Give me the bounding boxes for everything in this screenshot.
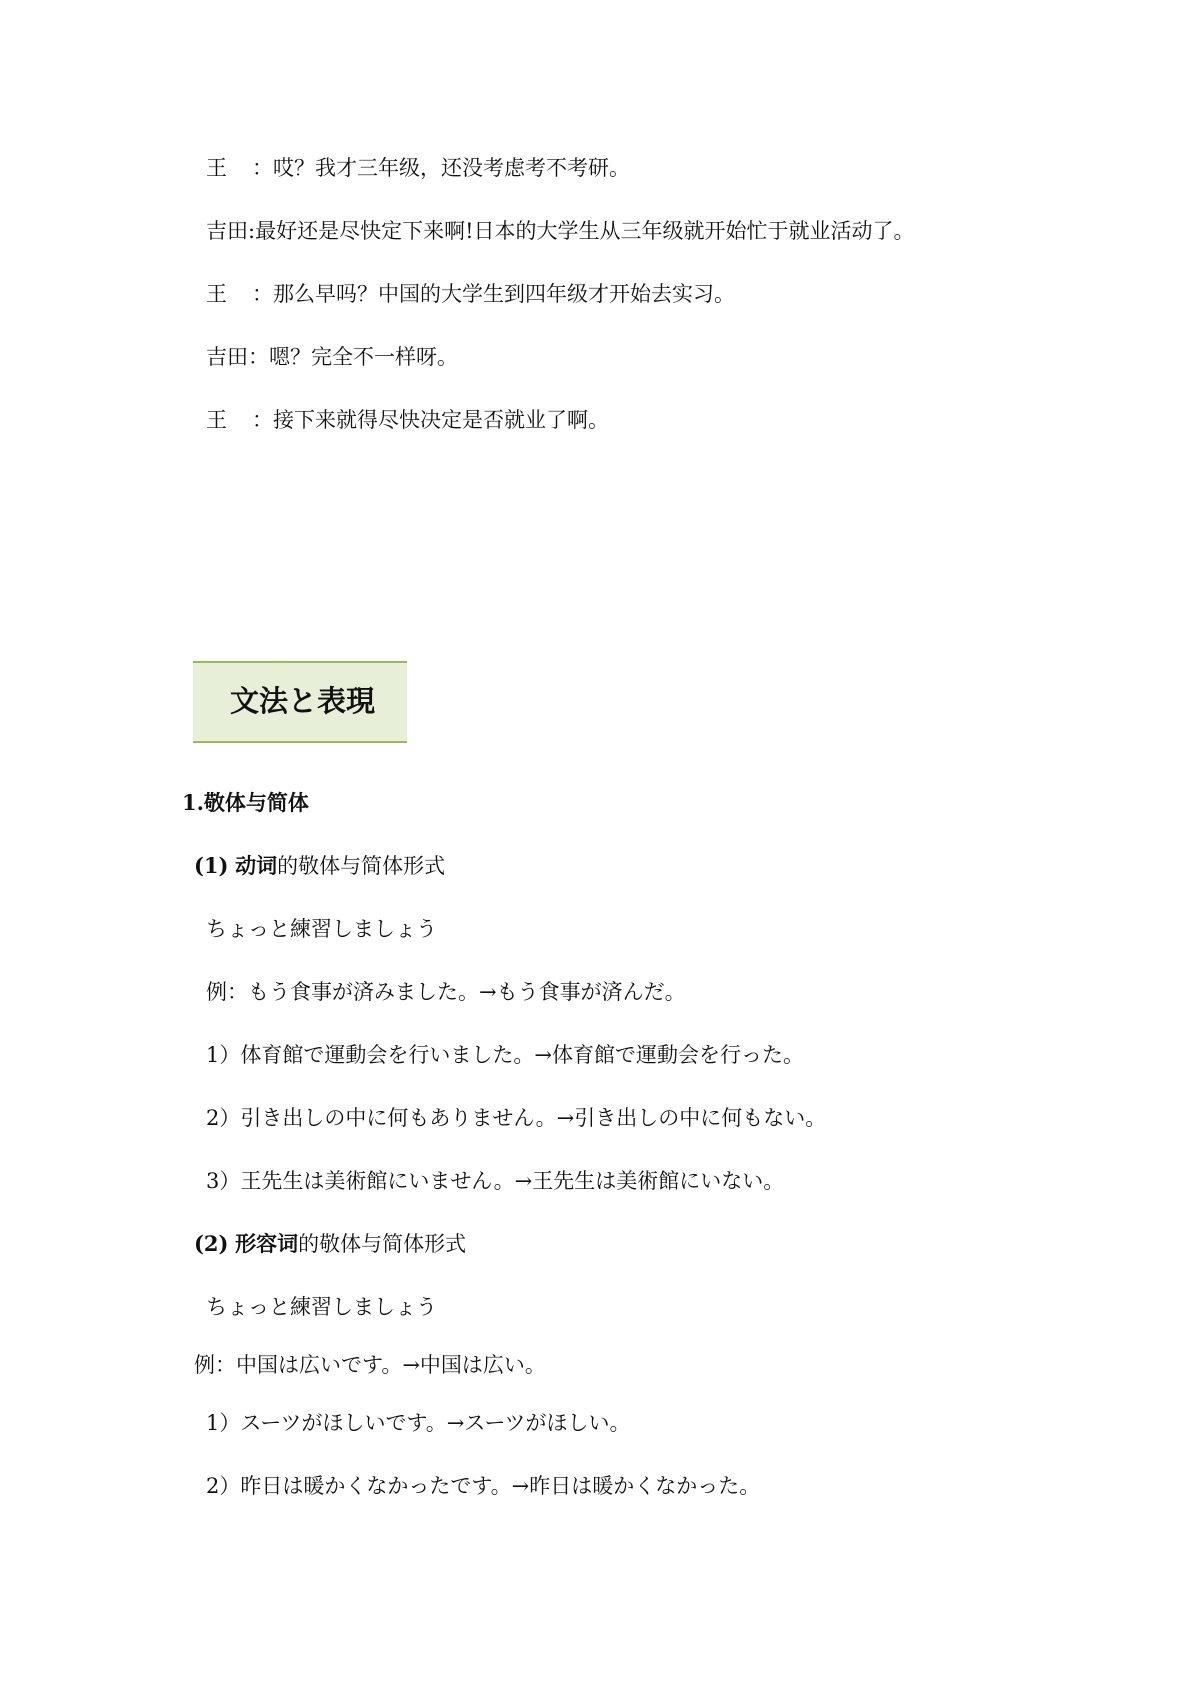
dialogue-text: 最好还是尽快定下来啊!日本的大学生从三年级就开始忙于就业活动了。: [255, 219, 915, 243]
subsection-keyword: 动词: [235, 853, 278, 878]
dialogue-line: [206, 343, 458, 371]
example-line: 例：もう食事が済みました。→もう食事が済んだ。: [206, 980, 686, 1004]
grammar-heading: 1.敬体与简体: [182, 790, 309, 815]
dialogue-line: [206, 154, 630, 182]
section-title: 文法と表現: [230, 684, 376, 718]
speaker-name: 王: [206, 282, 227, 306]
exercise-item: 3）王先生は美術館にいません。→王先生は美術館にいない。: [206, 1169, 785, 1193]
section-title-box: [193, 661, 407, 743]
dialogue-text: 哎？我才三年级，还没考虑考不考研。: [273, 156, 630, 180]
subsection-heading: [194, 1230, 466, 1258]
speaker-name: 王: [206, 408, 227, 432]
speaker-separator: ：: [252, 408, 273, 432]
practice-label: ちょっと練習しましょう: [206, 1295, 437, 1319]
speaker-separator: ：: [252, 156, 273, 180]
subsection-heading: [194, 852, 445, 880]
speaker-name: 吉田: [206, 219, 248, 243]
exercise-item: 1）スーツがほしいです。→スーツがほしい。: [206, 1411, 631, 1435]
subsection-number: (1): [194, 853, 229, 878]
speaker-separator: ：: [252, 282, 273, 306]
speaker-name: 王: [206, 156, 227, 180]
dialogue-line: [206, 406, 609, 434]
example-line: 例：中国は広いです。→中国は広い。: [194, 1353, 546, 1377]
subsection-keyword: 形容词: [235, 1231, 299, 1256]
exercise-item: 1）体育館で運動会を行いました。→体育館で運動会を行った。: [206, 1043, 804, 1067]
speaker-separator: :: [248, 219, 256, 243]
speaker-separator: ：: [248, 345, 269, 369]
exercise-item: 2）引き出しの中に何もありません。→引き出しの中に何もない。: [206, 1106, 827, 1130]
speaker-name: 吉田: [206, 345, 248, 369]
dialogue-line: [206, 217, 915, 245]
dialogue-text: 那么早吗？中国的大学生到四年级才开始去实习。: [273, 282, 735, 306]
exercise-item: 2）昨日は暖かくなかったです。→昨日は暖かくなかった。: [206, 1474, 761, 1498]
subsection-number: (2): [194, 1231, 229, 1256]
subsection-text: 的敬体与简体形式: [277, 854, 446, 878]
practice-label: ちょっと練習しましょう: [206, 917, 437, 941]
dialogue-line: [206, 280, 735, 308]
dialogue-text: 接下来就得尽快决定是否就业了啊。: [273, 408, 609, 432]
subsection-text: 的敬体与简体形式: [298, 1232, 467, 1256]
dialogue-text: 嗯？完全不一样呀。: [269, 345, 458, 369]
